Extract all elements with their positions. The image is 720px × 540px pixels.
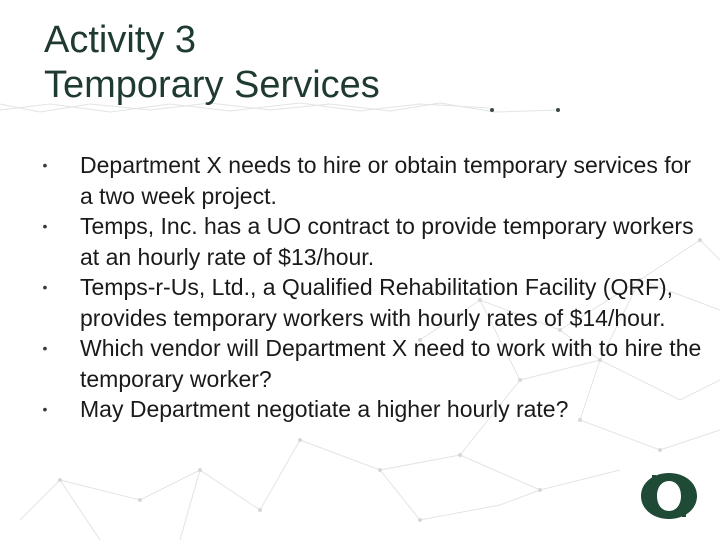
slide-title <box>44 18 380 108</box>
bullet-text: Department X needs to hire or obtain temporary services for a two week project. <box>80 152 692 209</box>
bullet-dot-icon: • <box>42 279 48 295</box>
title-line-2: Temporary Services <box>44 64 380 106</box>
bullet-item <box>42 333 702 394</box>
bullet-dot-icon: • <box>42 157 48 173</box>
bullet-dot-icon: • <box>42 218 48 234</box>
bullet-dot-icon: • <box>42 340 48 356</box>
bullet-item <box>42 211 702 272</box>
bullet-dot-icon: • <box>42 401 48 417</box>
bullet-text: May Department negotiate a higher hourly rate? <box>80 396 569 422</box>
bullet-item <box>42 150 702 211</box>
bullet-text: Temps, Inc. has a UO contract to provide temporary workers at an hourly rate of $13/hour. <box>80 213 694 270</box>
bullet-text: Temps-r-Us, Ltd., a Qualified Rehabilitation Facility (QRF), provides temporary workers with hourly rates of $14/hour. <box>80 274 674 331</box>
bullet-text: Which vendor will Department X need to work with to hire the temporary worker? <box>80 335 702 392</box>
bullet-list <box>42 150 702 425</box>
bullet-item <box>42 394 702 425</box>
title-line-1: Activity 3 <box>44 19 197 61</box>
university-o-logo-icon <box>640 472 698 520</box>
bullet-item <box>42 272 702 333</box>
